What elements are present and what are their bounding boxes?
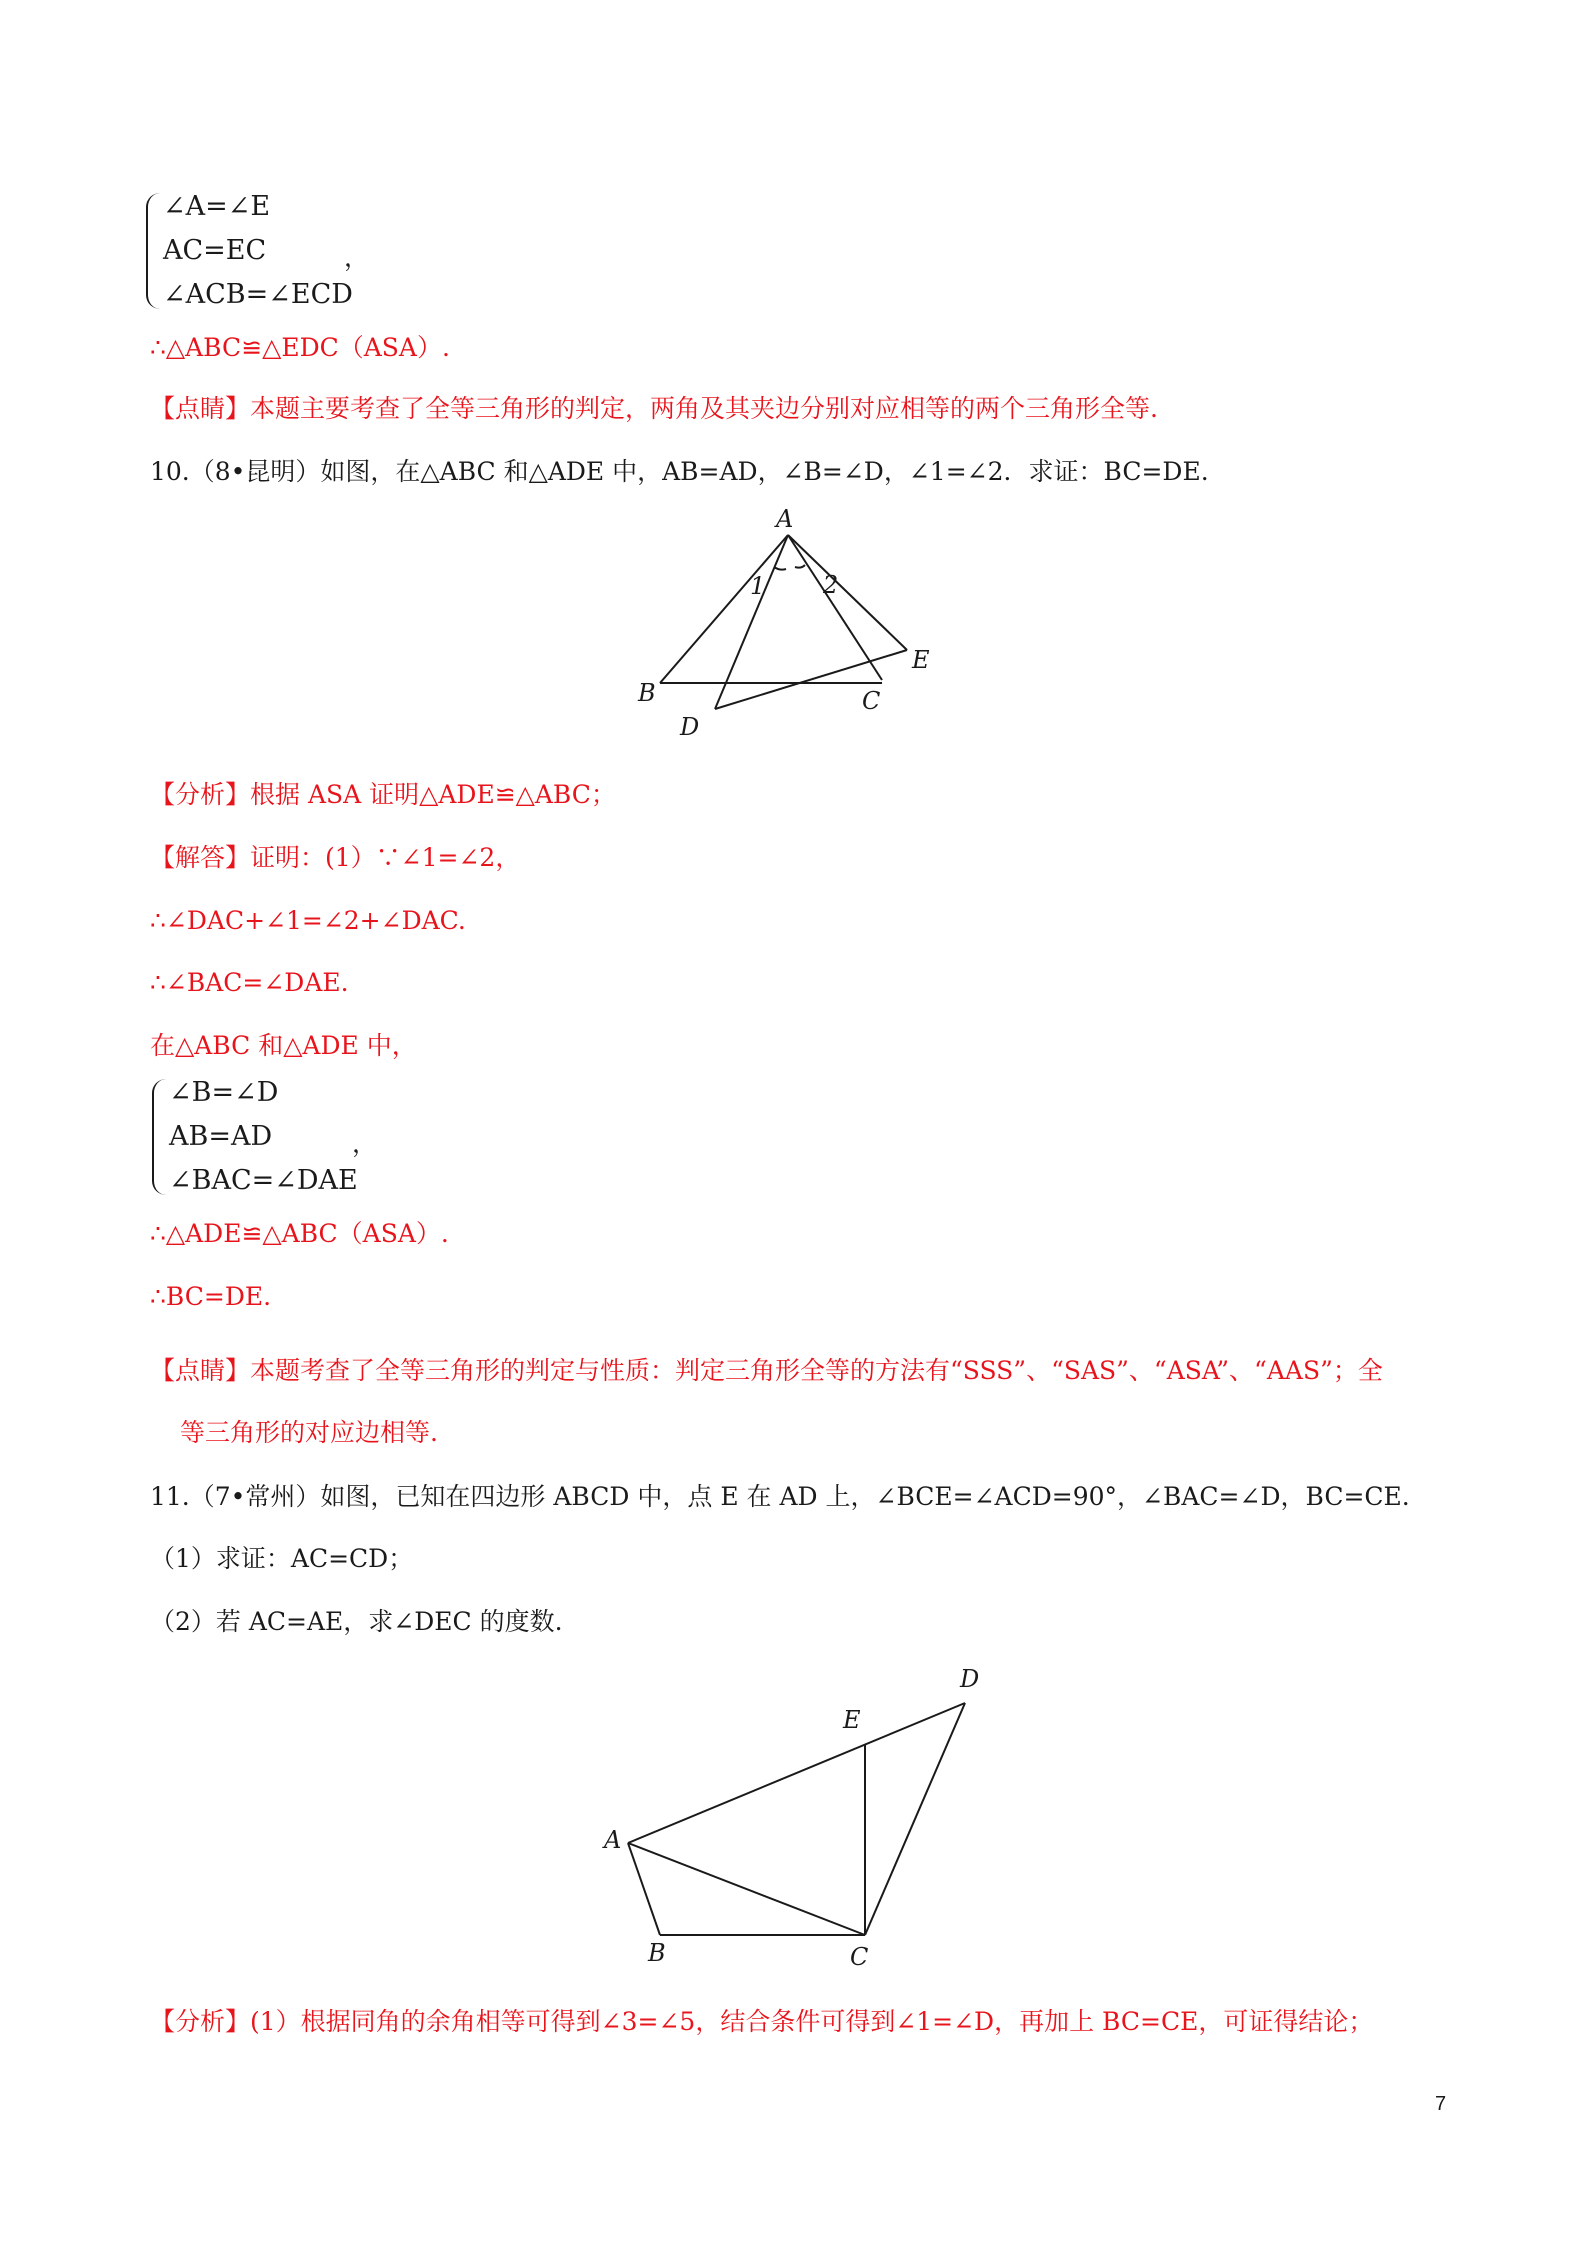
problem-part: （2）若 AC=AE，求∠DEC 的度数. xyxy=(150,1607,563,1636)
comment-text: 等三角形的对应边相等. xyxy=(180,1418,438,1447)
label-2: 2 xyxy=(823,571,839,599)
comment-text: 【点睛】本题主要考查了全等三角形的判定，两角及其夹边分别对应相等的两个三角形全等. xyxy=(150,394,1158,423)
system-line: ∠B=∠D xyxy=(169,1077,279,1108)
left-brace xyxy=(146,193,162,309)
conclusion-text: ∴△ABC≌△EDC（ASA）. xyxy=(150,333,450,362)
problem-part: （1）求证：AC=CD； xyxy=(150,1544,414,1573)
problem-statement: 10.（8•昆明）如图，在△ABC 和△ADE 中，AB=AD，∠B=∠D，∠1=∠2．求证：BC=DE. xyxy=(150,457,1209,486)
page-number: 7 xyxy=(1435,2093,1447,2115)
system-comma: ， xyxy=(344,243,370,272)
label-B: B xyxy=(648,1939,666,1967)
label-E: E xyxy=(912,646,930,674)
label-A: A xyxy=(604,1826,622,1854)
system-comma: ， xyxy=(352,1129,378,1158)
angle-mark-2 xyxy=(795,565,805,568)
conclusion-text: ∴△ADE≌△ABC（ASA）. xyxy=(150,1219,449,1248)
left-brace xyxy=(152,1079,168,1195)
segment-AC xyxy=(788,535,882,680)
label-C: C xyxy=(862,687,881,715)
segment-AB xyxy=(628,1843,660,1935)
system-line: AB=AD xyxy=(169,1121,273,1152)
comment-text: 【点睛】本题考查了全等三角形的判定与性质：判定三角形全等的方法有“SSS”、“SAS”、“ASA”、“AAS”；全 xyxy=(150,1356,1383,1385)
triangle-figure xyxy=(620,505,950,745)
quadrilateral-figure xyxy=(600,1655,1000,1975)
system-line: ∠BAC=∠DAE xyxy=(169,1165,358,1196)
solution-line: ∴∠BAC=∠DAE. xyxy=(150,968,349,997)
angle-mark-1 xyxy=(774,567,786,570)
system-line: AC=EC xyxy=(163,235,267,266)
segment-AC xyxy=(628,1843,865,1935)
solution-line: ∴∠DAC+∠1=∠2+∠DAC. xyxy=(150,906,466,935)
analysis-text: 【分析】根据 ASA 证明△ADE≌△ABC； xyxy=(150,780,616,809)
label-C: C xyxy=(850,1943,869,1971)
problem-statement: 11.（7•常州）如图，已知在四边形 ABCD 中，点 E 在 AD 上，∠BCE=∠ACD=90°，∠BAC=∠D，BC=CE. xyxy=(150,1482,1410,1511)
label-D: D xyxy=(960,1665,980,1693)
segment-AE xyxy=(788,535,907,650)
label-B: B xyxy=(638,679,656,707)
segment-AB xyxy=(660,535,788,683)
label-1: 1 xyxy=(750,572,766,600)
conclusion-text: ∴BC=DE. xyxy=(150,1282,272,1311)
system-line: ∠ACB=∠ECD xyxy=(163,279,353,310)
label-A: A xyxy=(776,505,794,533)
solution-line: 【解答】证明：(1）∵∠1=∠2， xyxy=(150,843,521,872)
solution-line: 在△ABC 和△ADE 中， xyxy=(150,1031,417,1060)
analysis-text: 【分析】(1）根据同角的余角相等可得到∠3=∠5，结合条件可得到∠1=∠D，再加上 BC=CE，可证得结论； xyxy=(150,2007,1374,2036)
system-line: ∠A=∠E xyxy=(163,191,271,222)
label-E: E xyxy=(843,1706,861,1734)
label-D: D xyxy=(680,713,700,741)
